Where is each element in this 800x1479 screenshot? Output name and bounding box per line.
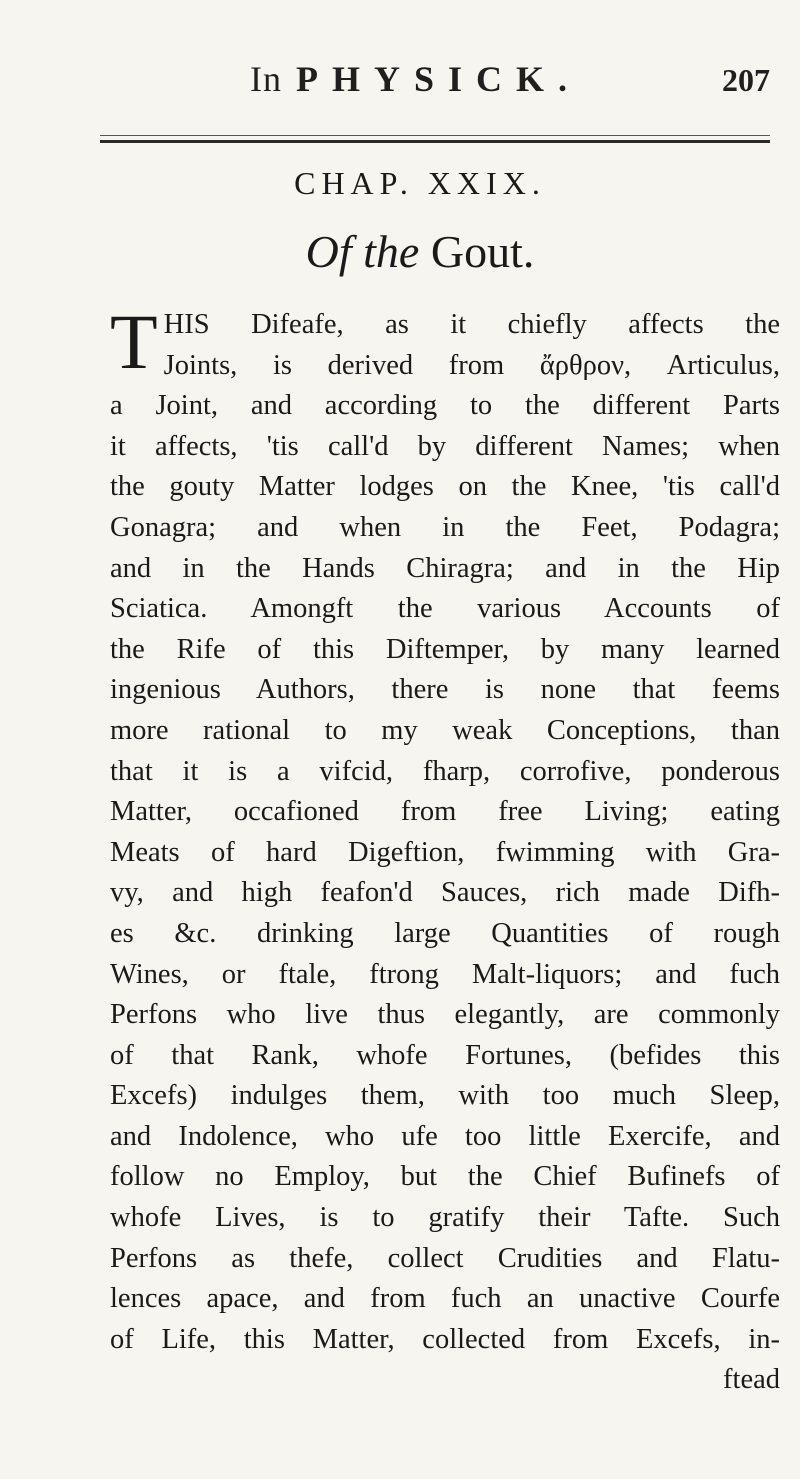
running-head (250, 58, 770, 98)
text-line: Joints, is derived from ἄρθρον, Articulus, (163, 349, 780, 381)
running-title-prefix: In (250, 59, 282, 99)
chapter-title-main: Gout. (430, 226, 535, 277)
chapter-title-prefix: Of the (305, 226, 420, 277)
drop-cap: T (110, 298, 158, 385)
text-line: and in the Hands Chiragra; and in the Hip (110, 552, 780, 584)
text-line: ingenious Authors, there is none that feems (110, 674, 780, 706)
running-title (250, 58, 581, 100)
text-line: Excefs) indulges them, with too much Sleep, (110, 1080, 780, 1112)
chapter-title (0, 225, 800, 278)
text-line: Matter, occafioned from free Living; eating (110, 796, 780, 828)
text-line: Wines, or ftale, ftrong Malt-liquors; and fuch (110, 958, 780, 990)
text-line: of that Rank, whofe Fortunes, (befides this (110, 1039, 780, 1071)
chapter-heading: CHAP. XXIX. (294, 165, 546, 201)
catchword: ftead (723, 1364, 780, 1396)
text-line: it affects, 'tis call'd by different Names; when (110, 430, 780, 462)
text-line: a Joint, and according to the different Parts (110, 390, 780, 422)
text-line: that it is a vifcid, fharp, corrofive, ponderous (110, 755, 780, 787)
text-line: the gouty Matter lodges on the Knee, 'tis call'd (110, 471, 780, 503)
text-line: and Indolence, who ufe too little Exercife, and (110, 1120, 780, 1152)
text-line: es &c. drinking large Quantities of rough (110, 917, 780, 949)
text-line: whofe Lives, is to gratify their Tafte. Such (110, 1202, 780, 1234)
text-line: Perfons as thefe, collect Crudities and Flatu- (110, 1242, 780, 1274)
text-line: follow no Employ, but the Chief Bufinefs of (110, 1161, 780, 1193)
header-rule-thin (100, 135, 770, 136)
text-line: Perfons who live thus elegantly, are commonly (110, 999, 780, 1031)
text-line: of Life, this Matter, collected from Excefs, in- (110, 1323, 780, 1355)
header-rule (100, 140, 770, 143)
text-line: Gonagra; and when in the Feet, Podagra; (110, 511, 780, 543)
text-line: Meats of hard Digeftion, fwimming with Gra- (110, 836, 780, 868)
text-line: vy, and high feafon'd Sauces, rich made Difh- (110, 877, 780, 909)
text-line: lences apace, and from fuch an unactive Courfe (110, 1283, 780, 1315)
running-title-word: PHYSICK. (296, 59, 582, 99)
text-line: Sciatica. Amongft the various Accounts of (110, 593, 780, 625)
text-line: more rational to my weak Conceptions, than (110, 714, 780, 746)
text-line: HIS Difeafe, as it chiefly affects the (163, 309, 780, 340)
body-text (110, 298, 780, 1401)
page-number: 207 (722, 62, 770, 98)
text-line: the Rife of this Diftemper, by many learned (110, 633, 780, 665)
